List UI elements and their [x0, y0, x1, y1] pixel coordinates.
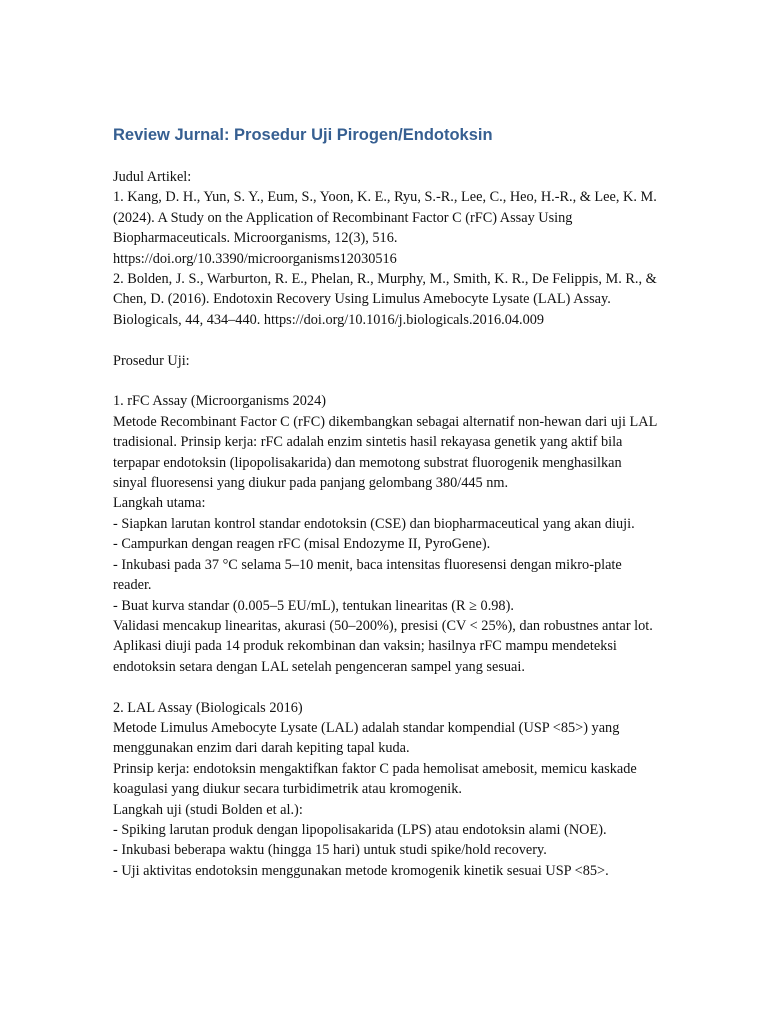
paragraph: Judul Artikel:: [113, 169, 192, 185]
paragraph: Validasi mencakup linearitas, akurasi (50–200%), presisi (CV < 25%), dan robustnes antar lot.: [113, 617, 653, 634]
paragraph: Prinsip kerja: endotoksin mengaktifkan faktor C pada hemolisat amebosit, memicu kaskade koagulasi yang diukur secara turbidimetrik atau kromogenik.: [113, 760, 637, 798]
paragraph: Langkah uji (studi Bolden et al.):: [113, 801, 303, 818]
paragraph: - Inkubasi beberapa waktu (hingga 15 hari) untuk studi spike/hold recovery.: [113, 842, 547, 859]
paragraph: Metode Limulus Amebocyte Lysate (LAL) adalah standar kompendial (USP <85>) yang menggunakan enzim dari darah kepiting tapal kuda.: [113, 719, 620, 757]
paragraph: Aplikasi diuji pada 14 produk rekombinan dan vaksin; hasilnya rFC mampu mendeteksi endotoksin setara dengan LAL setelah pengenceran sampel yang sesuai.: [113, 638, 617, 675]
paragraph: 2. LAL Assay (Biologicals 2016): [113, 699, 303, 716]
paragraph: Metode Recombinant Factor C (rFC) dikembangkan sebagai alternatif non-hewan dari uji LAL tradisional. Prinsip kerja: rFC adalah enzim sintetis hasil rekayasa genetik yang aktif bila terpapar endotoksin (lipopolisakarida) dan memotong substrat fluorogenik menghasilkan sinyal fluoresensi yang diukur pada panjang gelombang 380/445 nm.: [113, 413, 657, 492]
paragraph: Langkah utama:: [113, 495, 206, 512]
paragraph: - Siapkan larutan kontrol standar endotoksin (CSE) dan biopharmaceutical yang akan diuji.: [113, 515, 635, 532]
blank-line: [113, 371, 658, 391]
document-title: Review Jurnal: Prosedur Uji Pirogen/Endotoksin: [113, 126, 493, 144]
paragraph-list: [113, 167, 658, 881]
blank-line: [113, 330, 658, 350]
document-body: [113, 124, 658, 881]
paragraph: - Buat kurva standar (0.005–5 EU/mL), tentukan linearitas (R ≥ 0.98).: [113, 597, 514, 614]
paragraph: Prosedur Uji:: [113, 352, 190, 369]
paragraph: - Inkubasi pada 37 °C selama 5–10 menit, baca intensitas fluoresensi dengan mikro-plate reader.: [113, 556, 622, 594]
paragraph: - Uji aktivitas endotoksin menggunakan metode kromogenik kinetik sesuai USP <85>.: [113, 862, 609, 879]
paragraph: - Campurkan dengan reagen rFC (misal Endozyme II, PyroGene).: [113, 536, 491, 553]
paragraph: - Spiking larutan produk dengan lipopolisakarida (LPS) atau endotoksin alami (NOE).: [113, 821, 607, 838]
paragraph: 1. rFC Assay (Microorganisms 2024): [113, 393, 326, 410]
paragraph: 1. Kang, D. H., Yun, S. Y., Eum, S., Yoon, K. E., Ryu, S.-R., Lee, C., Heo, H.-R., & Lee, K. M. (2024). A Study on the Application of Recombinant Factor C (rFC) Assay Using Biopharmaceuticals. Microorganisms, 12(3), 516. https://doi.org/10.3390/microorganisms12030516: [113, 189, 657, 267]
blank-line: [113, 677, 658, 697]
paragraph: 2. Bolden, J. S., Warburton, R. E., Phelan, R., Murphy, M., Smith, K. R., De Felippis, M. R., & Chen, D. (2016). Endotoxin Recovery Using Limulus Amebocyte Lysate (LAL) Assay. Biologicals, 44, 434–440. https://doi.org/10.1016/j.biologicals.2016.04.009: [113, 271, 657, 328]
